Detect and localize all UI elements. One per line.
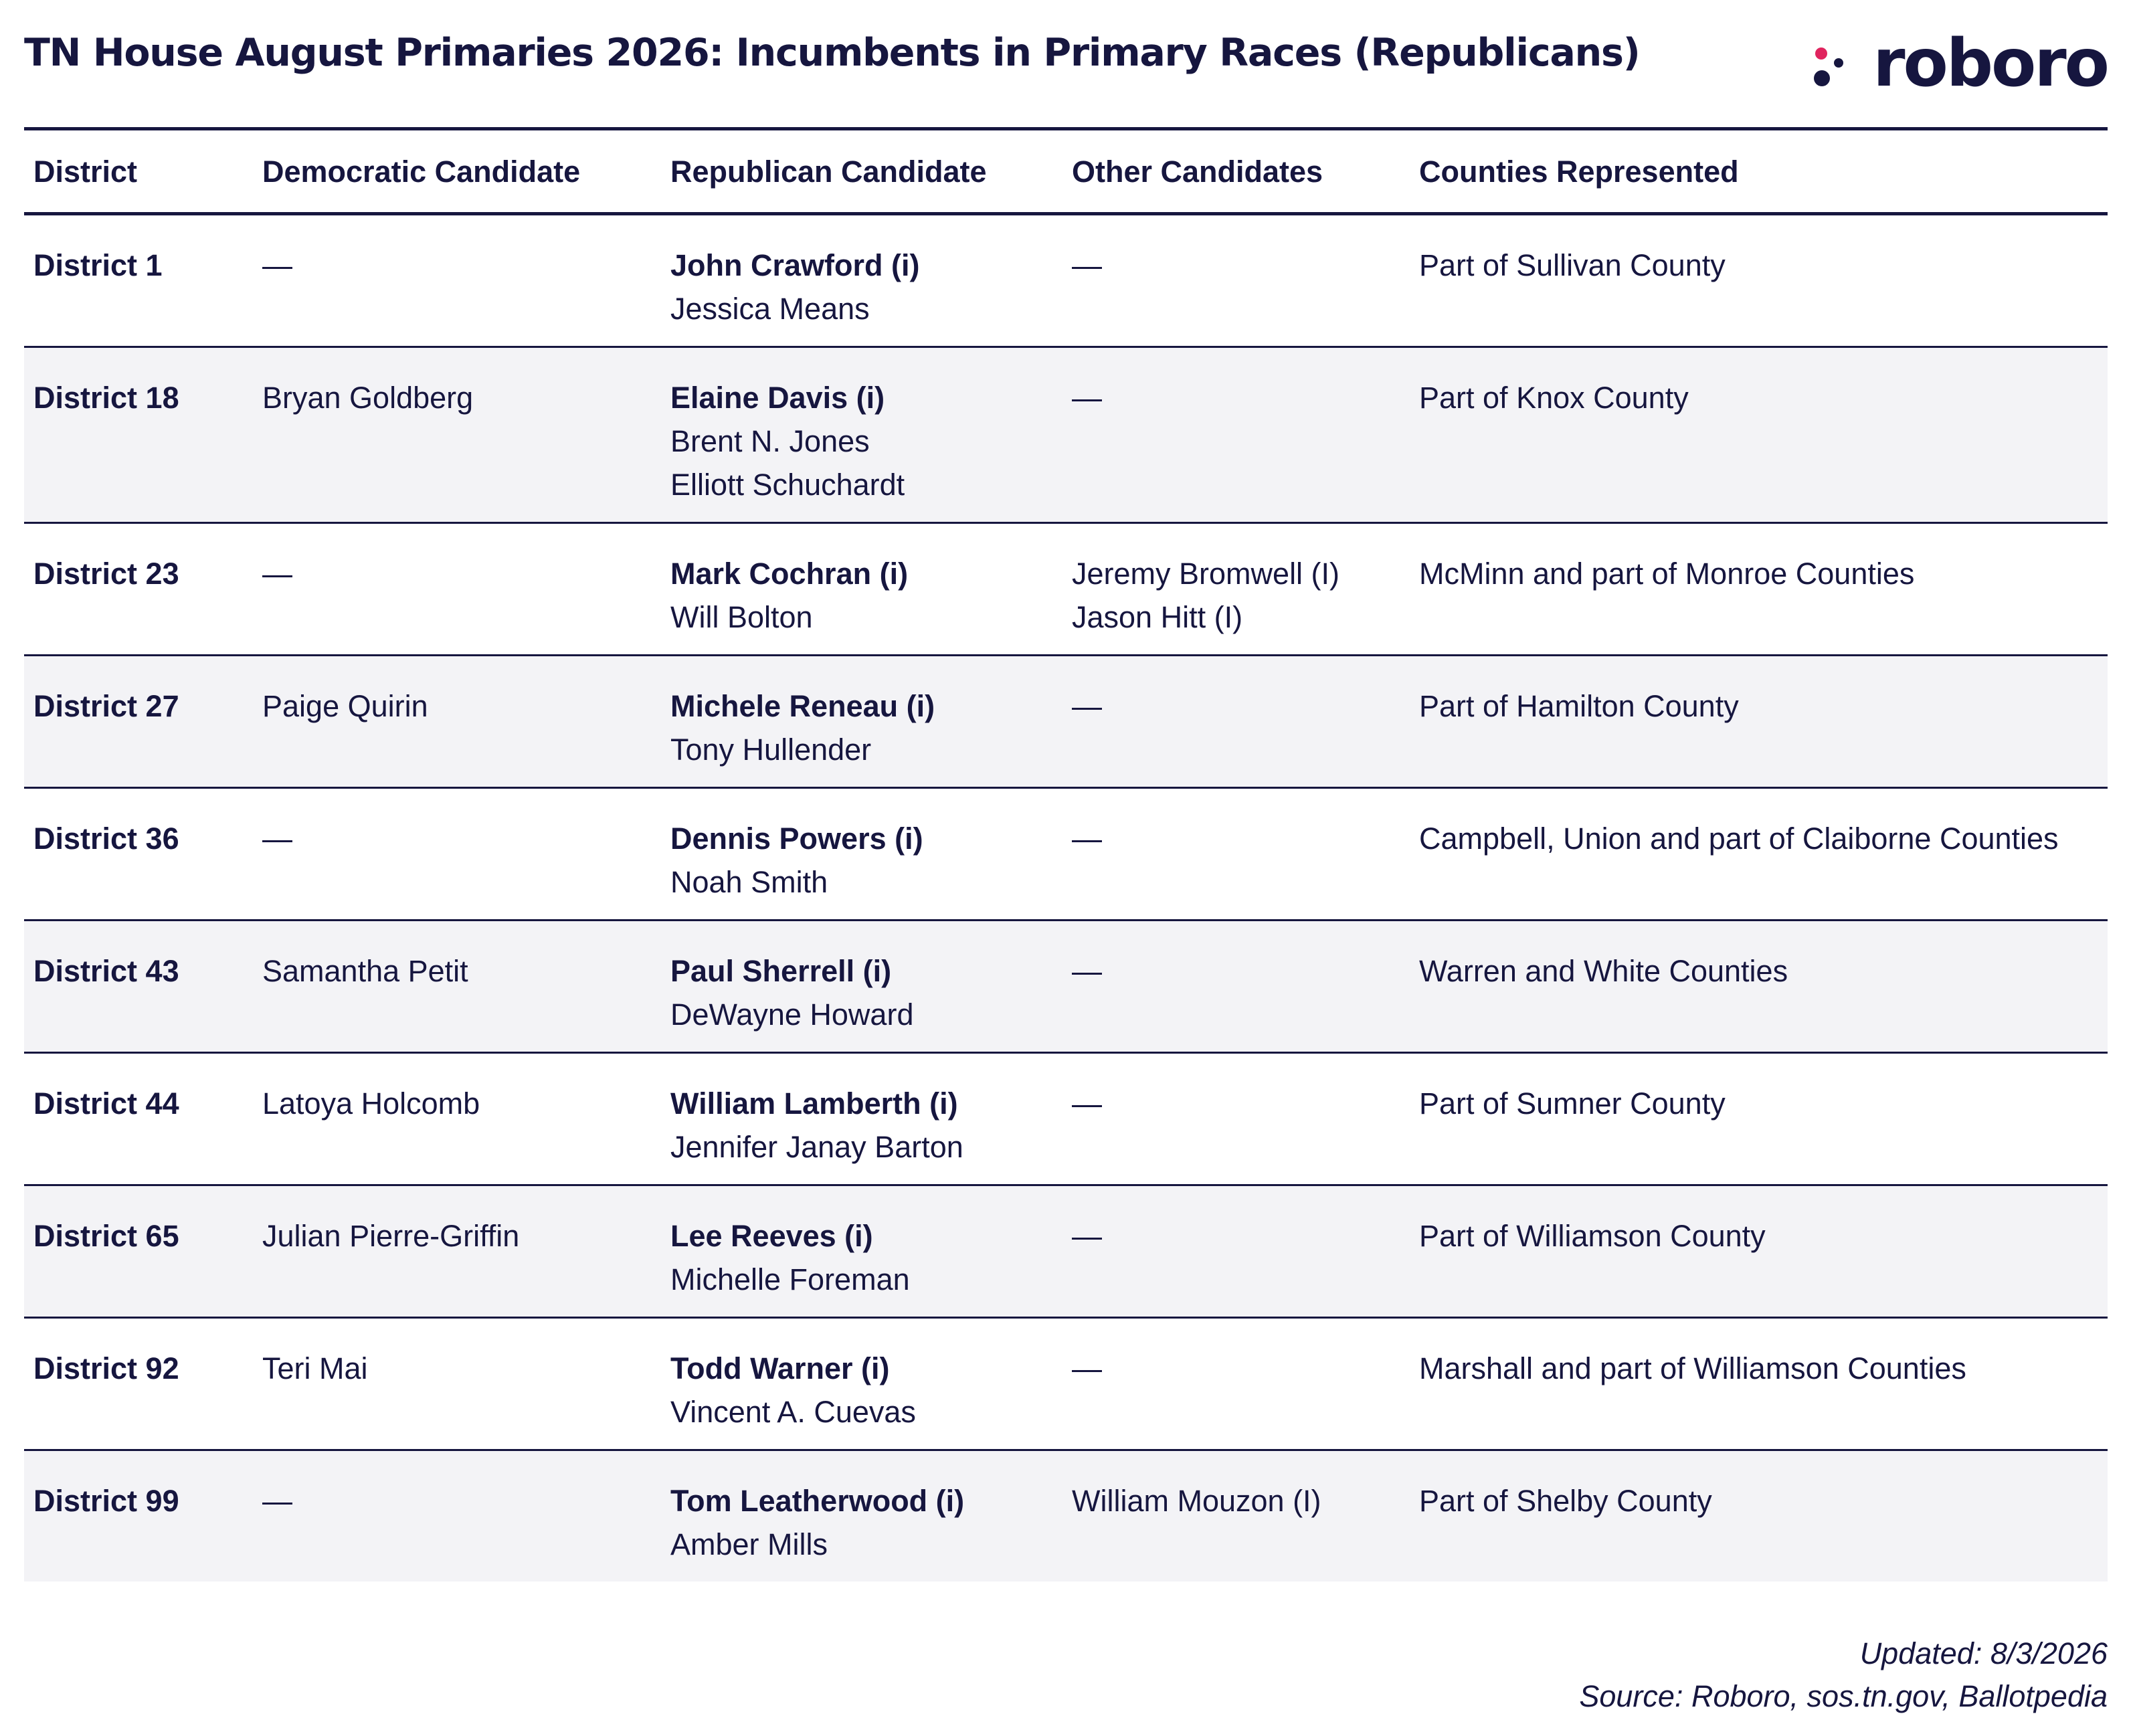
column-header-other: Other Candidates <box>1072 155 1323 189</box>
candidates-table <box>24 127 2108 1581</box>
democratic-cell <box>262 1082 480 1125</box>
table-row <box>24 921 2108 1054</box>
republican-candidate: Amber Mills <box>670 1527 828 1561</box>
table-row <box>24 1319 2108 1451</box>
source-note: Source: Roboro, sos.tn.gov, Ballotpedia <box>1579 1679 2108 1713</box>
republican-incumbent: Tom Leatherwood (i) <box>670 1484 965 1518</box>
table-row <box>24 215 2108 348</box>
table-row <box>24 524 2108 656</box>
republican-incumbent: Dennis Powers (i) <box>670 822 923 856</box>
republican-incumbent: Todd Warner (i) <box>670 1351 890 1385</box>
roboro-dots-icon <box>1811 38 1847 89</box>
republican-candidate: Brent N. Jones <box>670 424 870 458</box>
other-cell <box>1072 949 1102 993</box>
republican-candidate: Jennifer Janay Barton <box>670 1130 963 1164</box>
column-header-counties: Counties Represented <box>1419 155 1739 189</box>
republican-cell <box>670 1082 963 1169</box>
republican-cell <box>670 1214 910 1301</box>
column-header-district: District <box>33 155 138 189</box>
other-cell <box>1072 1214 1102 1258</box>
democratic-cell <box>262 684 428 728</box>
republican-candidate: Tony Hullender <box>670 733 872 767</box>
column-header-democratic: Democratic Candidate <box>262 155 581 189</box>
republican-incumbent: Mark Cochran (i) <box>670 557 909 591</box>
district-cell: District 1 <box>33 248 163 282</box>
other-candidate: — <box>1072 1351 1102 1385</box>
republican-candidate: Will Bolton <box>670 600 813 634</box>
democratic-candidate: Bryan Goldberg <box>262 381 474 415</box>
other-candidate: — <box>1072 1219 1102 1253</box>
table-row <box>24 348 2108 524</box>
table-row <box>24 789 2108 921</box>
table-row <box>24 1054 2108 1186</box>
republican-incumbent: Elaine Davis (i) <box>670 381 885 415</box>
republican-candidate: Elliott Schuchardt <box>670 468 905 502</box>
other-cell <box>1072 376 1102 419</box>
counties-cell: Part of Williamson County <box>1419 1219 1766 1253</box>
other-candidate: — <box>1072 822 1102 856</box>
logo <box>1811 27 2108 100</box>
district-cell: District 43 <box>33 954 179 988</box>
republican-cell <box>670 376 905 506</box>
democratic-candidate: — <box>262 248 292 282</box>
table-row <box>24 1451 2108 1581</box>
footer <box>1579 1632 2108 1718</box>
republican-cell <box>670 817 923 904</box>
republican-incumbent: Paul Sherrell (i) <box>670 954 892 988</box>
democratic-cell <box>262 949 468 993</box>
republican-cell <box>670 1479 964 1566</box>
counties-cell: Marshall and part of Williamson Counties <box>1419 1351 1966 1385</box>
republican-incumbent: Lee Reeves (i) <box>670 1219 873 1253</box>
democratic-candidate: Paige Quirin <box>262 689 428 723</box>
other-candidate: Jason Hitt (I) <box>1072 600 1243 634</box>
democratic-candidate: — <box>262 822 292 856</box>
district-cell: District 99 <box>33 1484 179 1518</box>
republican-incumbent: Michele Reneau (i) <box>670 689 935 723</box>
other-candidate: William Mouzon (I) <box>1072 1484 1321 1518</box>
democratic-candidate: — <box>262 557 292 591</box>
table-row <box>24 1186 2108 1319</box>
district-cell: District 92 <box>33 1351 179 1385</box>
other-cell <box>1072 552 1339 639</box>
other-cell <box>1072 684 1102 728</box>
table-body <box>24 215 2108 1581</box>
other-cell <box>1072 1082 1102 1125</box>
republican-cell <box>670 1347 916 1434</box>
other-cell <box>1072 1479 1321 1523</box>
republican-cell <box>670 949 913 1036</box>
democratic-candidate: Julian Pierre-Griffin <box>262 1219 520 1253</box>
district-cell: District 23 <box>33 557 179 591</box>
democratic-candidate: Teri Mai <box>262 1351 368 1385</box>
district-cell: District 65 <box>33 1219 179 1253</box>
other-candidate: — <box>1072 1086 1102 1121</box>
democratic-cell <box>262 817 292 860</box>
democratic-candidate: Latoya Holcomb <box>262 1086 480 1121</box>
table-header <box>24 130 2108 215</box>
counties-cell: Part of Knox County <box>1419 381 1689 415</box>
counties-cell: Campbell, Union and part of Claiborne Counties <box>1419 822 2059 856</box>
counties-cell: McMinn and part of Monroe Counties <box>1419 557 1915 591</box>
district-cell: District 27 <box>33 689 179 723</box>
republican-candidate: DeWayne Howard <box>670 997 914 1032</box>
district-cell: District 44 <box>33 1086 179 1121</box>
democratic-cell <box>262 1214 519 1258</box>
republican-incumbent: John Crawford (i) <box>670 248 920 282</box>
democratic-cell <box>262 376 473 419</box>
other-cell <box>1072 817 1102 860</box>
counties-cell: Warren and White Counties <box>1419 954 1788 988</box>
updated-date: Updated: 8/3/2026 <box>1859 1636 2108 1670</box>
counties-cell: Part of Sullivan County <box>1419 248 1726 282</box>
other-candidate: — <box>1072 381 1102 415</box>
counties-cell: Part of Hamilton County <box>1419 689 1739 723</box>
democratic-cell <box>262 1347 368 1390</box>
democratic-cell <box>262 552 292 595</box>
other-cell <box>1072 1347 1102 1390</box>
republican-candidate: Michelle Foreman <box>670 1262 910 1296</box>
header <box>24 27 2108 100</box>
page <box>24 0 2108 1736</box>
republican-cell <box>670 552 908 639</box>
counties-cell: Part of Sumner County <box>1419 1086 1726 1121</box>
other-candidate: — <box>1072 248 1102 282</box>
republican-cell <box>670 684 935 771</box>
other-cell <box>1072 244 1102 287</box>
republican-incumbent: William Lamberth (i) <box>670 1086 958 1121</box>
other-candidate: — <box>1072 954 1102 988</box>
other-candidate: — <box>1072 689 1102 723</box>
column-header-republican: Republican Candidate <box>670 155 987 189</box>
republican-candidate: Noah Smith <box>670 865 828 899</box>
district-cell: District 36 <box>33 822 179 856</box>
republican-cell <box>670 244 919 330</box>
other-candidate: Jeremy Bromwell (I) <box>1072 557 1340 591</box>
republican-candidate: Jessica Means <box>670 292 870 326</box>
table-row <box>24 656 2108 789</box>
democratic-cell <box>262 1479 292 1523</box>
district-cell: District 18 <box>33 381 179 415</box>
page-title: TN House August Primaries 2026: Incumbents in Primary Races (Republicans) <box>24 31 1640 75</box>
logo-text: roboro <box>1873 25 2108 102</box>
republican-candidate: Vincent A. Cuevas <box>670 1395 916 1429</box>
counties-cell: Part of Shelby County <box>1419 1484 1712 1518</box>
democratic-candidate: — <box>262 1484 292 1518</box>
democratic-candidate: Samantha Petit <box>262 954 468 988</box>
democratic-cell <box>262 244 292 287</box>
